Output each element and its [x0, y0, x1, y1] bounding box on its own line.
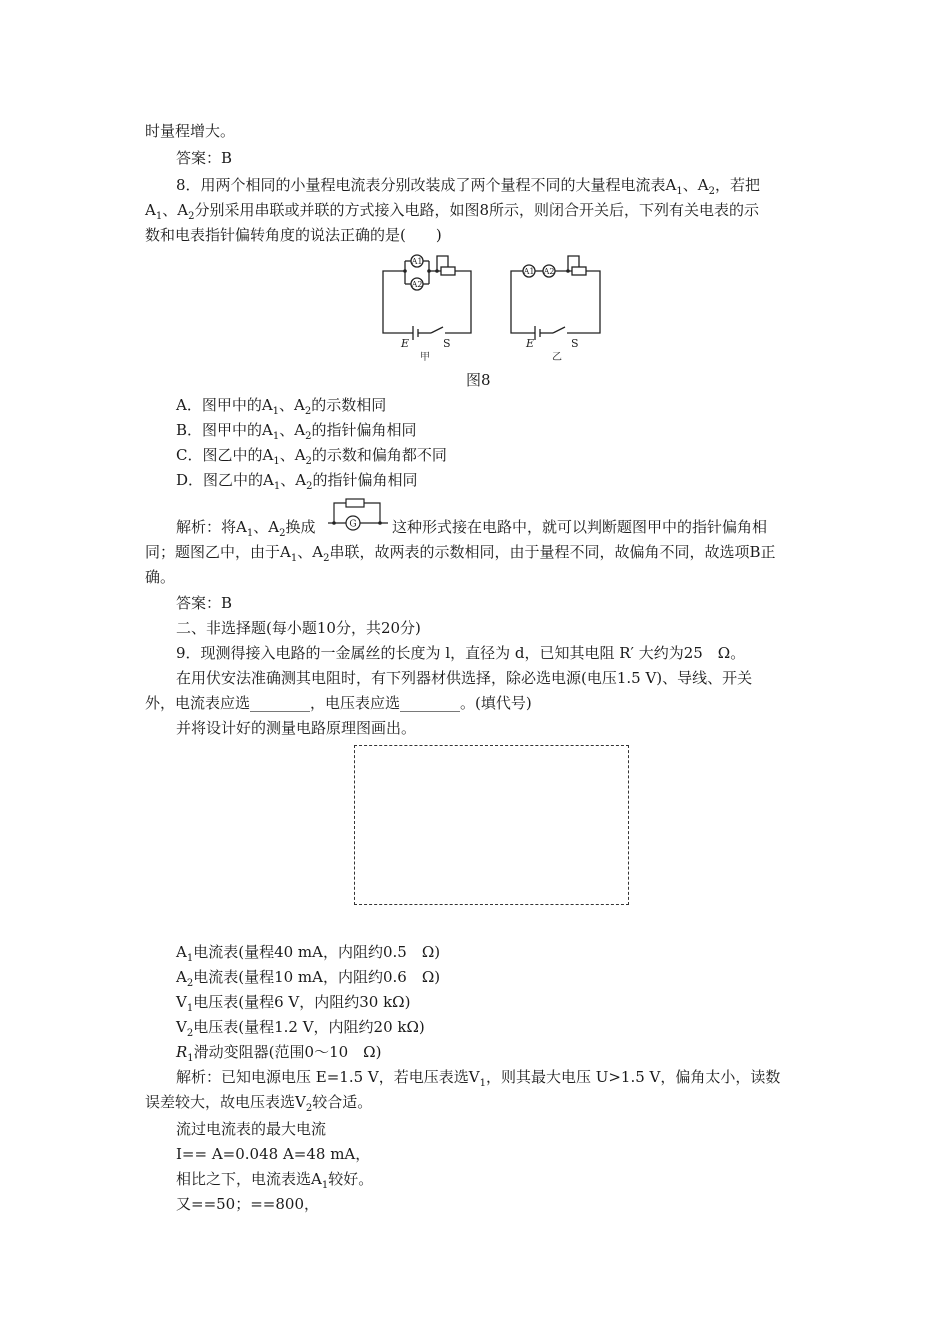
- analysis-line-1-start: 解析：将$A_1$、$A_2$换成: [176, 518, 316, 539]
- question-9-line-2: 在用伏安法准确测其电阻时，有下列器材供选择，除必选电源(电压1.5 V)、导线、开关: [176, 669, 753, 687]
- analysis-line-3: 确。: [145, 568, 176, 586]
- equipment-v1: $V_1$电压表(量程6 V，内阻约30 kΩ): [176, 993, 411, 1014]
- question-8-line-1: 8．用两个相同的小量程电流表分别改装成了两个量程不同的大量程电流表$A_1$、$A_2$，若把: [176, 176, 760, 197]
- s-label-left: S: [443, 337, 451, 350]
- question-8-line-2: $A_1$、$A_2$分别采用串联或并联的方式接入电路，如图8所示，则闭合开关后，下列有关电表的示: [145, 201, 759, 222]
- solution-line-4: I== A=0.048 A=48 mA，: [176, 1145, 371, 1163]
- a2-meter-label: A2: [411, 280, 423, 289]
- caption-jia: 甲: [420, 352, 430, 363]
- solution-line-2: 误差较大，故电压表选$V_2$较合适。: [145, 1093, 373, 1114]
- question-9-line-1: 9．现测得接入电路的一金属丝的长度为 l，直径为 d，已知其电阻 R′ 大约为25 Ω。: [176, 644, 746, 662]
- s-label-right: S: [571, 337, 579, 350]
- solution-line-6: 又==50；==800，: [176, 1195, 319, 1213]
- answer-line-2: 答案：B: [176, 594, 233, 612]
- analysis-line-2: 同；题图乙中，由于$A_1$、$A_2$串联，故两表的示数相同，由于量程不同，故偏角不同，故选项B正: [145, 543, 776, 564]
- question-9-line-4: 并将设计好的测量电路原理图画出。: [176, 719, 417, 737]
- e-label-right: E: [526, 337, 535, 350]
- equipment-a2: $A_2$电流表(量程10 mA，内阻约0.6 Ω): [176, 968, 441, 989]
- figure-8-circuits: [375, 250, 610, 365]
- g-label: G: [349, 519, 357, 530]
- option-b: B．图甲中的$A_1$、$A_2$的指针偏角相同: [176, 421, 417, 442]
- figure-8-caption: 图8: [466, 371, 491, 389]
- option-c: C．图乙中的$A_1$、$A_2$的示数和偏角都不同: [176, 446, 447, 467]
- option-d: D．图乙中的$A_1$、$A_2$的指针偏角相同: [176, 471, 418, 492]
- e-label-left: E: [401, 337, 410, 350]
- drawing-area-box: [354, 745, 629, 905]
- caption-yi: 乙: [552, 352, 562, 363]
- a1-meter-label: A1: [411, 257, 423, 266]
- equipment-a1: $A_1$电流表(量程40 mA，内阻约0.5 Ω): [176, 943, 441, 964]
- solution-line-5: 相比之下，电流表选$A_1$较好。: [176, 1170, 374, 1191]
- analysis-line-1-end: 这种形式接在电路中，就可以判断题图甲中的指针偏角相: [392, 518, 768, 536]
- a2-meter-label-right: A2: [543, 267, 555, 276]
- question-8-line-3: 数和电表指针偏转角度的说法正确的是( ): [145, 226, 442, 244]
- equipment-r1: $R_1$滑动变阻器(范围0～10 Ω): [176, 1043, 382, 1064]
- equipment-v2: $V_2$电压表(量程1.2 V，内阻约20 kΩ): [176, 1018, 425, 1039]
- a1-meter-label-right: A1: [523, 267, 535, 276]
- question-9-line-3: 外，电流表应选________，电压表应选________。(填代号): [145, 694, 532, 712]
- option-a: A．图甲中的$A_1$、$A_2$的示数相同: [176, 396, 387, 417]
- section-heading: 二、非选择题(每小题10分，共20分): [176, 619, 421, 637]
- solution-line-3: 流过电流表的最大电流: [176, 1120, 327, 1138]
- text-line: 时量程增大。: [145, 122, 236, 140]
- solution-line-1: 解析：已知电源电压 E=1.5 V，若电压表选$V_1$，则其最大电压 U>1.5 V，偏角太小，读数: [176, 1068, 781, 1089]
- answer-line: 答案：B: [176, 149, 233, 167]
- galvanometer-shunt-diagram: [326, 495, 390, 531]
